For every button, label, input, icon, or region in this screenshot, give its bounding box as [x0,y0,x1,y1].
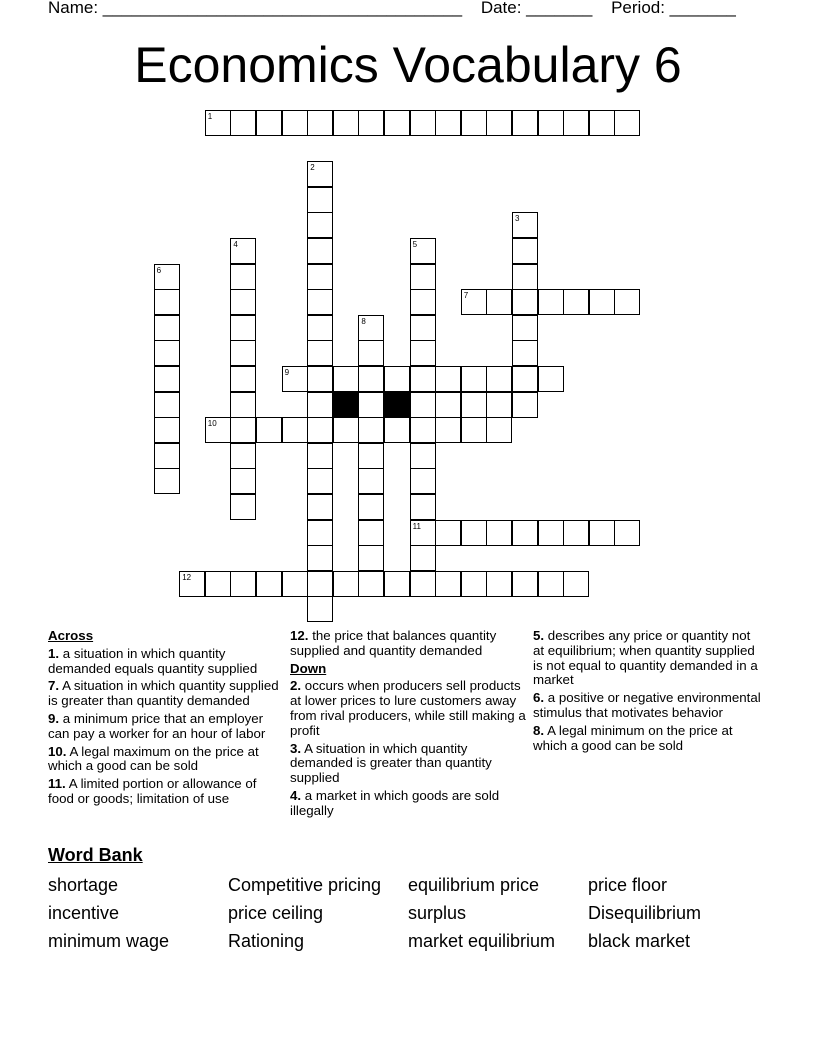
grid-cell[interactable] [282,571,308,597]
grid-cell[interactable] [435,571,461,597]
grid-cell[interactable] [154,443,180,469]
word-bank-item: equilibrium price [408,875,540,895]
grid-cell[interactable] [538,520,564,546]
grid-cell[interactable] [333,366,359,392]
clue-number: 9 [284,368,290,377]
grid-cell[interactable] [307,417,333,443]
word-bank-item: Disequilibrium [588,903,702,923]
clue-number: 11 [412,521,421,531]
clue-down-3: 3. A situation in which quantity demanded is greater than quantity supplied [290,740,492,786]
grid-cell[interactable] [205,417,231,443]
grid-cell[interactable] [512,212,538,238]
grid-cell[interactable] [358,366,384,392]
grid-cell[interactable] [410,366,436,392]
word-bank-item: Competitive pricing [228,875,382,895]
grid-cell[interactable] [410,110,436,136]
grid-cell[interactable] [333,110,359,136]
grid-cell[interactable] [512,520,538,546]
grid-cell[interactable] [435,417,461,443]
word-bank-item: minimum wage [48,931,170,951]
grid-cell[interactable] [358,443,384,469]
grid-cell[interactable] [512,392,538,418]
grid-cell[interactable] [614,289,640,315]
grid-cell[interactable] [358,571,384,597]
word-bank-title: Word Bank [48,845,143,865]
grid-cell[interactable] [358,494,384,520]
grid-cell[interactable] [486,366,512,392]
grid-cell[interactable] [410,264,436,290]
grid-cell[interactable] [486,417,512,443]
grid-cell[interactable] [256,110,282,136]
grid-cell[interactable] [563,110,589,136]
clue-number: 4 [233,240,238,249]
grid-block [333,392,359,418]
grid-cell[interactable] [333,417,359,443]
grid-cell[interactable] [230,264,256,290]
grid-cell[interactable] [154,264,180,290]
grid-cell[interactable] [154,417,180,443]
grid-cell[interactable] [461,417,487,443]
grid-cell[interactable] [410,520,436,546]
grid-cell[interactable] [230,443,256,469]
down-heading: Down [290,660,327,676]
word-bank-item: market equilibrium [408,931,556,951]
grid-cell[interactable] [512,289,538,315]
grid-cell[interactable] [512,366,538,392]
grid-cell[interactable] [179,571,205,597]
grid-cell[interactable] [358,545,384,571]
grid-cell[interactable] [333,571,359,597]
grid-cell[interactable] [358,315,384,341]
grid-cell[interactable] [538,571,564,597]
across-heading: Across [48,628,94,643]
grid-cell[interactable] [486,289,512,315]
grid-cell[interactable] [410,468,436,494]
grid-cell[interactable] [512,340,538,366]
grid-cell[interactable] [230,340,256,366]
clue-across-10: 10. A legal maximum on the price at which a good can be sold [48,743,259,774]
grid-cell[interactable] [282,417,308,443]
grid-cell[interactable] [307,468,333,494]
clue-across-12: 12. the price that balances quantity supplied and quantity demanded [290,628,497,658]
grid-cell[interactable] [154,315,180,341]
grid-cell[interactable] [307,187,333,213]
grid-cell[interactable] [307,366,333,392]
grid-cell[interactable] [230,571,256,597]
grid-cell[interactable] [512,571,538,597]
clue-number: 2 [310,163,315,173]
clue-down-8: 8. A legal minimum on the price at which a good can be sold [533,722,733,753]
grid-cell[interactable] [307,289,333,315]
grid-cell[interactable] [307,212,333,238]
clue-number: 3 [515,214,520,224]
grid-cell[interactable] [307,520,333,546]
clue-column-2 [290,629,528,822]
word-bank-item: price floor [588,875,668,895]
word-bank-item: Rationing [228,931,305,951]
grid-cell[interactable] [461,392,487,418]
grid-cell[interactable] [410,494,436,520]
grid-cell[interactable] [230,366,256,392]
grid-cell[interactable] [384,417,410,443]
grid-cell[interactable] [358,468,384,494]
grid-cell[interactable] [410,443,436,469]
clue-across-1: 1. a situation in which quantity demanded equals quantity supplied [48,645,258,676]
grid-cell[interactable] [384,110,410,136]
clue-column-1 [48,629,284,810]
word-bank-item: surplus [408,903,467,923]
grid-cell[interactable] [307,340,333,366]
grid-cell[interactable] [307,596,333,622]
clue-across-9: 9. a minimum price that an employer can pay a worker for an hour of labor [48,710,266,741]
grid-cell[interactable] [205,571,231,597]
grid-cell[interactable] [230,494,256,520]
grid-cell[interactable] [358,417,384,443]
grid-cell[interactable] [563,289,589,315]
grid-cell[interactable] [307,110,333,136]
grid-cell[interactable] [384,571,410,597]
grid-cell[interactable] [486,571,512,597]
grid-cell[interactable] [461,366,487,392]
grid-cell[interactable] [154,366,180,392]
grid-cell[interactable] [435,366,461,392]
grid-cell[interactable] [230,110,256,136]
grid-block [384,392,410,418]
grid-cell[interactable] [307,443,333,469]
grid-cell[interactable] [538,366,564,392]
grid-cell[interactable] [230,468,256,494]
grid-cell[interactable] [256,417,282,443]
grid-cell[interactable] [538,110,564,136]
grid-cell[interactable] [461,520,487,546]
grid-cell[interactable] [358,340,384,366]
clue-number: 8 [361,316,366,326]
grid-cell[interactable] [230,392,256,418]
grid-cell[interactable] [512,238,538,264]
name-field-label[interactable]: Name: ______________________________________ [48,0,463,17]
grid-cell[interactable] [307,392,333,418]
grid-cell[interactable] [614,110,640,136]
grid-cell[interactable] [410,238,436,264]
grid-cell[interactable] [307,238,333,264]
grid-cell[interactable] [154,340,180,366]
clue-number: 5 [412,240,418,249]
clue-down-6: 6. a positive or negative environmental stimulus that motivates behavior [533,690,761,720]
grid-cell[interactable] [205,110,231,136]
grid-cell[interactable] [154,392,180,418]
page-title: Economics Vocabulary 6 [134,37,682,93]
grid-cell[interactable] [230,417,256,443]
grid-cell[interactable] [230,238,256,264]
clue-down-2: 2. occurs when producers sell products at lower prices to lure customers away from rival producers, while still making a profit [290,678,526,738]
grid-cell[interactable] [410,545,436,571]
clue-across-7: 7. A situation in which quantity supplied is greater than quantity demanded [48,678,279,709]
grid-cell[interactable] [435,110,461,136]
clue-down-5: 5. describes any price or quantity not at equilibrium; when quantity supplied is not equal to quantity demanded in a market [533,628,758,688]
clue-number: 7 [463,291,469,301]
clue-number: 1 [207,112,213,121]
grid-cell[interactable] [486,110,512,136]
grid-cell[interactable] [410,315,436,341]
clue-number: 6 [156,265,162,275]
clue-column-3 [533,629,765,756]
period-field-label[interactable]: Period: _______ [611,0,736,17]
grid-cell[interactable] [307,161,333,187]
clue-down-4: 4. a market in which goods are sold illegally [290,787,500,818]
grid-cell[interactable] [307,545,333,571]
grid-cell[interactable] [461,571,487,597]
grid-cell[interactable] [410,392,436,418]
grid-cell[interactable] [358,392,384,418]
grid-cell[interactable] [589,520,615,546]
grid-cell[interactable] [461,289,487,315]
word-bank-item: price ceiling [228,903,324,923]
grid-cell[interactable] [307,315,333,341]
grid-cell[interactable] [435,520,461,546]
grid-cell[interactable] [358,520,384,546]
grid-cell[interactable] [410,289,436,315]
grid-cell[interactable] [282,110,308,136]
grid-cell[interactable] [230,315,256,341]
grid-cell[interactable] [486,520,512,546]
grid-cell[interactable] [589,110,615,136]
grid-cell[interactable] [538,289,564,315]
word-bank [48,874,768,952]
grid-cell[interactable] [563,520,589,546]
clue-number: 12 [182,572,192,582]
word-bank-item: incentive [48,903,120,923]
grid-cell[interactable] [307,494,333,520]
grid-cell[interactable] [435,392,461,418]
grid-cell[interactable] [512,264,538,290]
grid-cell[interactable] [410,571,436,597]
grid-cell[interactable] [410,340,436,366]
grid-cell[interactable] [307,264,333,290]
clue-number: 10 [207,419,217,429]
grid-cell[interactable] [282,366,308,392]
clue-across-11: 11. A limited portion or allowance of food or goods; limitation of use [48,776,257,806]
grid-cell[interactable] [154,468,180,494]
grid-cell[interactable] [486,392,512,418]
grid-cell[interactable] [512,110,538,136]
grid-cell[interactable] [461,110,487,136]
grid-cell[interactable] [512,315,538,341]
grid-cell[interactable] [614,520,640,546]
grid-cell[interactable] [410,417,436,443]
word-bank-item: shortage [48,875,119,895]
grid-cell[interactable] [154,289,180,315]
grid-cell[interactable] [307,571,333,597]
grid-cell[interactable] [230,289,256,315]
grid-cell[interactable] [256,571,282,597]
word-bank-item: black market [588,931,691,951]
grid-cell[interactable] [384,366,410,392]
date-field-label[interactable]: Date: _______ [480,0,593,17]
grid-cell[interactable] [563,571,589,597]
grid-cell[interactable] [358,110,384,136]
grid-cell[interactable] [589,289,615,315]
